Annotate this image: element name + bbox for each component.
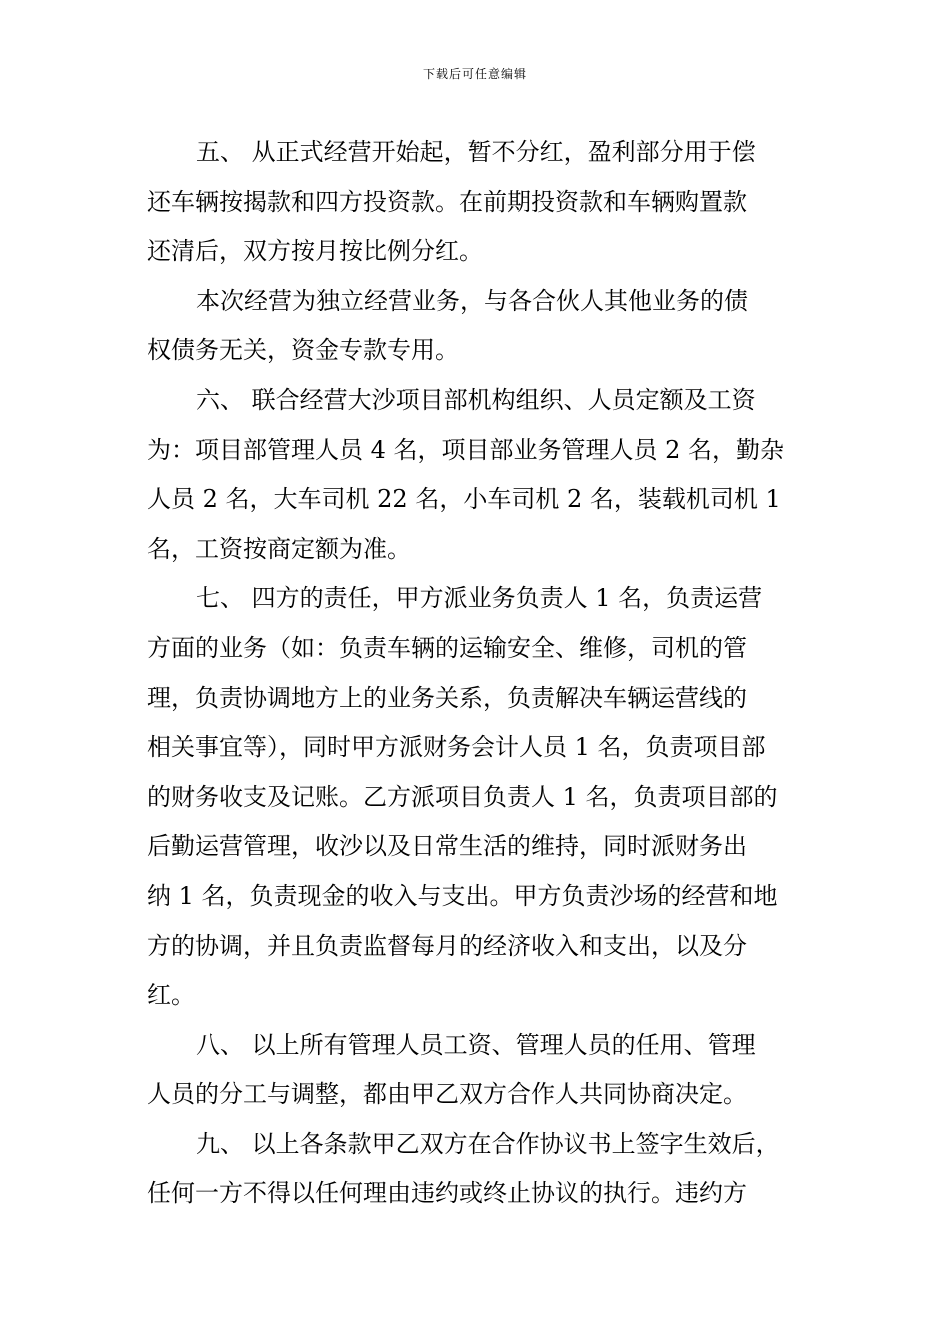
- text-line: 任何一方不得以任何理由违约或终止协议的执行。违约方: [147, 1179, 747, 1208]
- text-line: 八、 以上所有管理人员工资、管理人员的任用、管理: [196, 1030, 756, 1059]
- text-line: 本次经营为独立经营业务，与各合伙人其他业务的债: [196, 286, 748, 315]
- clause-5-paragraph: [147, 128, 823, 277]
- text-line: 人员的分工与调整，都由甲乙双方合作人共同协商决定。: [147, 1080, 747, 1109]
- text-line: 七、 四方的责任，甲方派业务负责人 1 名，负责运营: [196, 584, 763, 613]
- text-line: 五、 从正式经营开始起，暂不分红，盈利部分用于偿: [196, 138, 756, 166]
- document-body: [147, 128, 823, 1219]
- text-line: 纳 1 名，负责现金的收入与支出。甲方负责沙场的经营和地: [147, 881, 778, 910]
- clause-8-paragraph: [147, 1021, 823, 1120]
- clause-6-paragraph: [147, 376, 823, 574]
- text-line: 还清后，双方按月按比例分红。: [147, 237, 483, 266]
- text-line: 方的协调，并且负责监督每月的经济收入和支出，以及分: [147, 931, 747, 960]
- text-line: 后勤运营管理，收沙以及日常生活的维持，同时派财务出: [147, 832, 747, 861]
- text-line: 为：项目部管理人员 4 名，项目部业务管理人员 2 名，勤杂: [147, 435, 785, 464]
- clause-5-note-paragraph: [147, 277, 823, 376]
- text-line: 方面的业务（如：负责车辆的运输安全、维修，司机的管: [147, 633, 747, 662]
- text-line: 理，负责协调地方上的业务关系，负责解决车辆运营线的: [147, 683, 747, 712]
- text-line: 的财务收支及记账。乙方派项目负责人 1 名，负责项目部的: [147, 782, 778, 811]
- text-line: 九、 以上各条款甲乙双方在合作协议书上签字生效后，: [196, 1129, 780, 1158]
- text-line: 相关事宜等），同时甲方派财务会计人员 1 名，负责项目部: [147, 733, 766, 762]
- text-line: 名，工资按商定额为准。: [147, 534, 411, 563]
- text-line: 六、 联合经营大沙项目部机构组织、人员定额及工资: [196, 385, 756, 414]
- clause-7-paragraph: [147, 574, 823, 1020]
- text-line: 权债务无关，资金专款专用。: [147, 336, 459, 365]
- text-line: 人员 2 名，大车司机 22 名，小车司机 2 名，装载机司机 1: [147, 485, 781, 514]
- page-header-note: 下载后可任意编辑: [422, 67, 527, 81]
- clause-9-paragraph: [147, 1120, 823, 1219]
- text-line: 还车辆按揭款和四方投资款。在前期投资款和车辆购置款: [147, 187, 747, 216]
- text-line: 红。: [147, 981, 195, 1010]
